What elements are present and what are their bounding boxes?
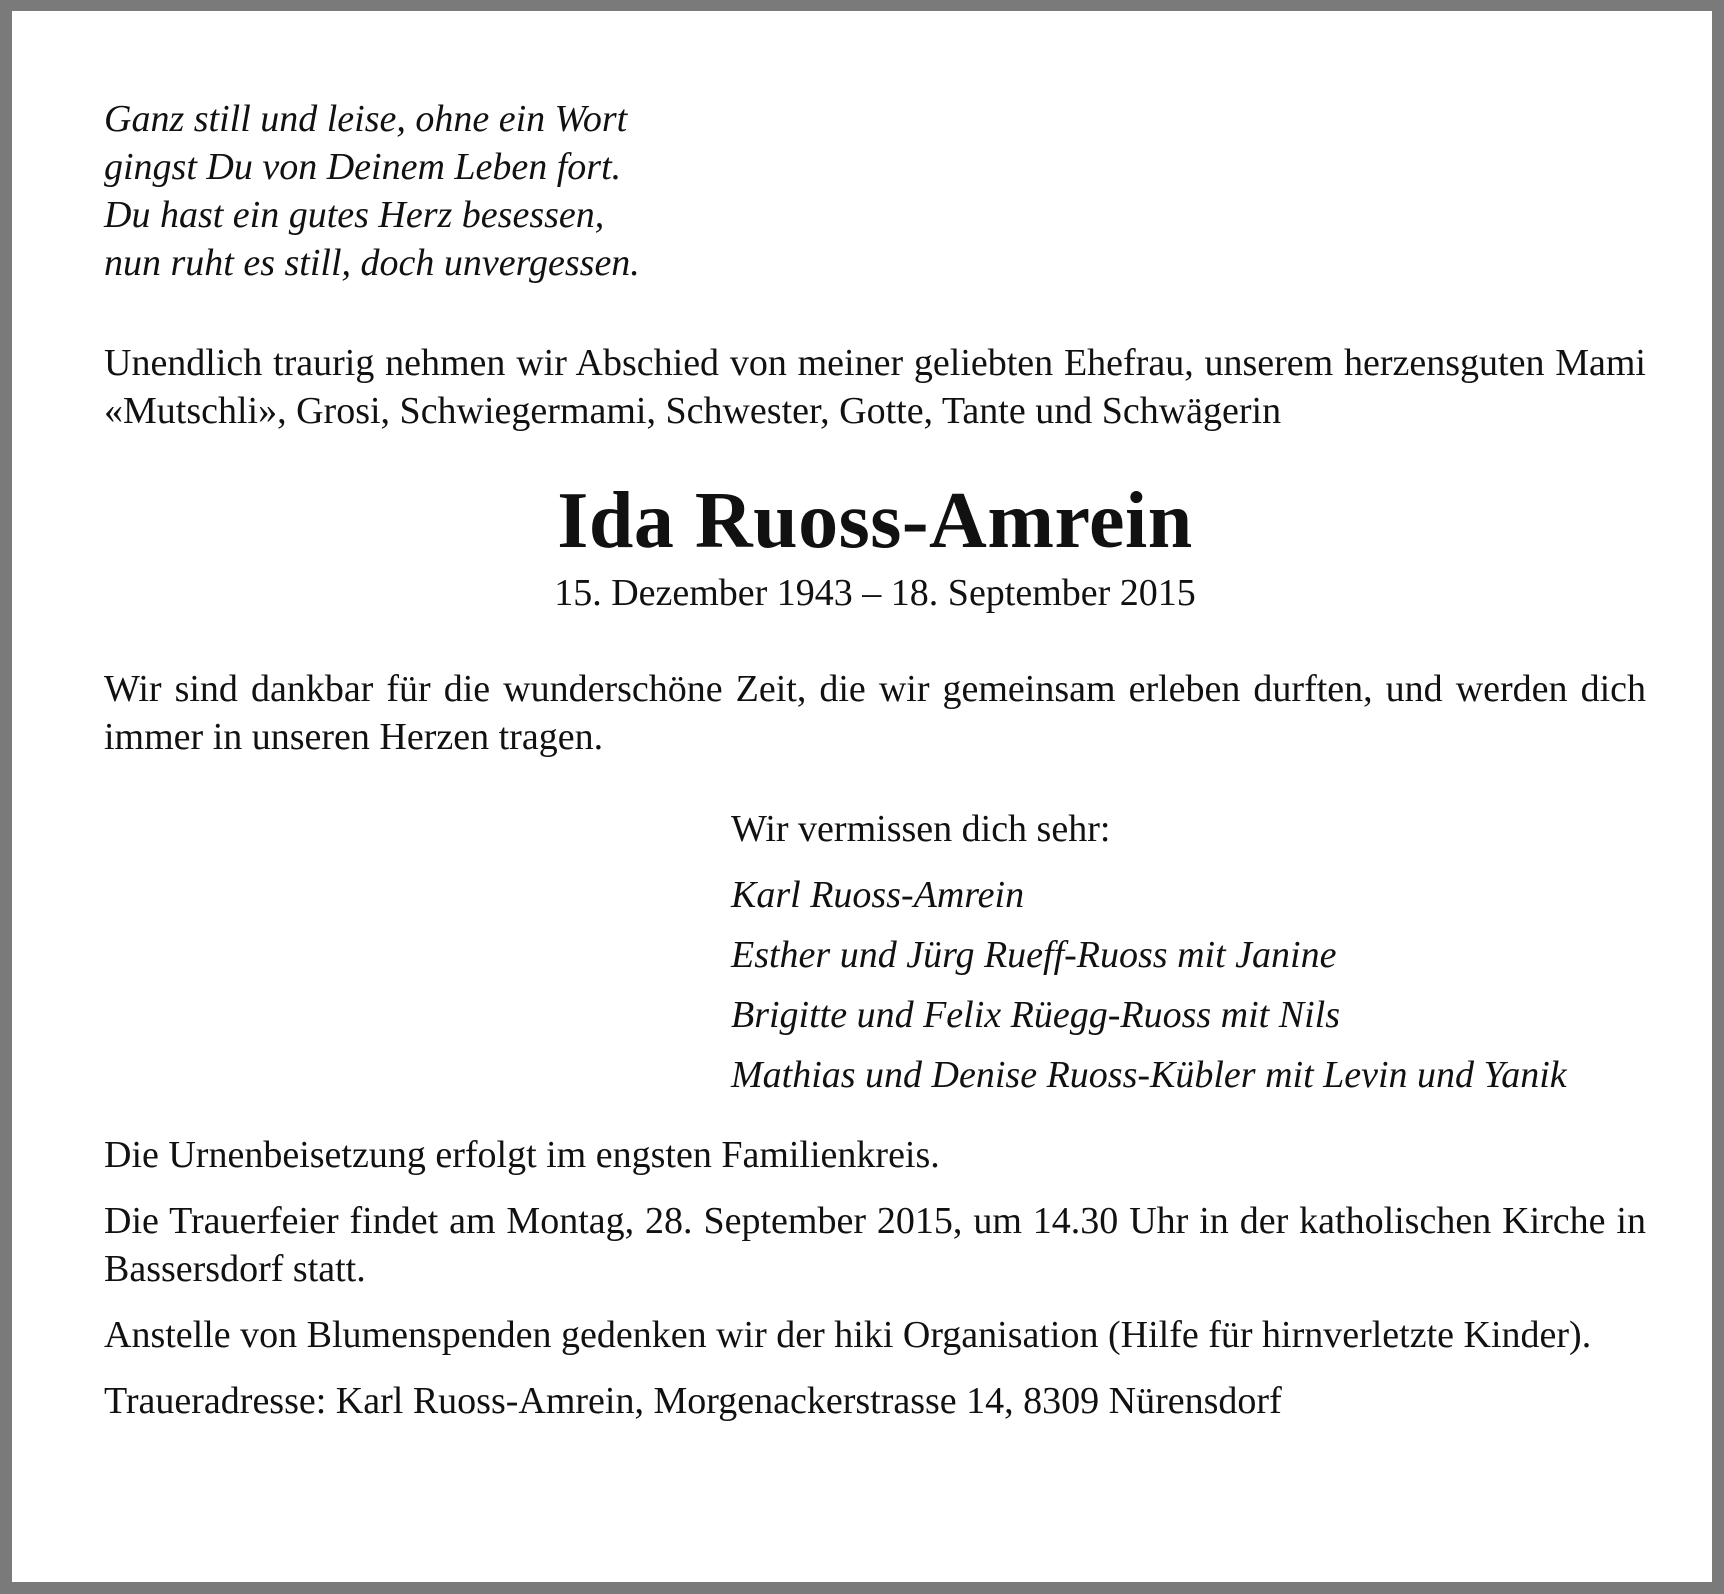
service-notice: Die Trauerfeier findet am Montag, 28. September 2015, um 14.30 Uhr in der katholischen Kirche in Bassersdorf statt.	[104, 1200, 1646, 1290]
poem-line: gingst Du von Deinem Leben fort.	[104, 146, 622, 188]
life-dates: 15. Dezember 1943 – 18. September 2015	[554, 572, 1196, 614]
deceased-name: Ida Ruoss-Amrein	[557, 477, 1193, 565]
family-member: Mathias und Denise Ruoss-Kübler mit Levin und Yanik	[731, 1054, 1567, 1096]
family-member: Esther und Jürg Rueff-Ruoss mit Janine	[731, 934, 1337, 976]
poem-line: Du hast ein gutes Herz besessen,	[104, 194, 605, 236]
intro-paragraph: Unendlich traurig nehmen wir Abschied von meiner geliebten Ehefrau, unserem herzensguten Mami «Mutschli», Grosi, Schwiegermami, Schwester, Gotte, Tante und Schwägerin	[104, 342, 1646, 432]
thanks-paragraph: Wir sind dankbar für die wunderschöne Zeit, die wir gemeinsam erleben durften, und werden dich immer in unseren Herzen tragen.	[104, 668, 1646, 758]
donations-notice: Anstelle von Blumenspenden gedenken wir der hiki Organisation (Hilfe für hirnverletzte Kinder).	[104, 1314, 1592, 1356]
poem-line: Ganz still und leise, ohne ein Wort	[104, 98, 628, 140]
family-block	[731, 805, 1646, 1105]
poem	[104, 95, 1646, 287]
family-member: Karl Ruoss-Amrein	[731, 874, 1025, 916]
family-heading: Wir vermissen dich sehr:	[731, 808, 1111, 850]
obituary-content	[104, 95, 1646, 1425]
family-members-list	[731, 865, 1646, 1105]
poem-line: nun ruht es still, doch unvergessen.	[104, 242, 640, 284]
family-member: Brigitte und Felix Rüegg-Ruoss mit Nils	[731, 994, 1340, 1036]
mourning-address: Traueradresse: Karl Ruoss-Amrein, Morgenackerstrasse 14, 8309 Nürensdorf	[104, 1380, 1282, 1422]
burial-notice: Die Urnenbeisetzung erfolgt im engsten Familienkreis.	[104, 1134, 940, 1176]
